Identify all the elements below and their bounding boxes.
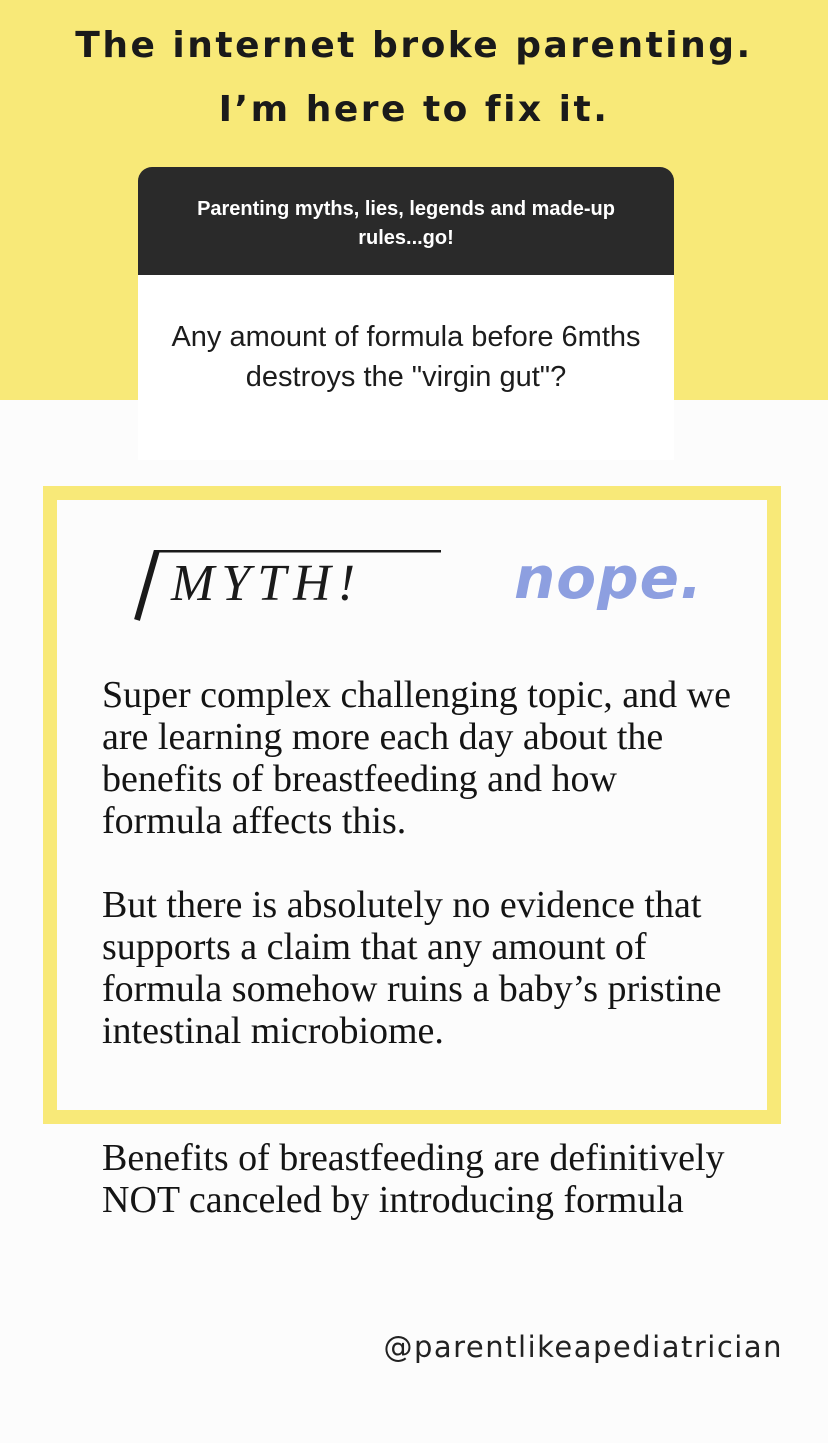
answer-paragraph-1: Super complex challenging topic, and we are learning more each day about the benefits of breastfeeding and how formula affects this. bbox=[102, 674, 731, 842]
question-prompt: Parenting myths, lies, legends and made-up rules...go! bbox=[138, 167, 674, 275]
myth-verdict bbox=[123, 550, 453, 625]
question-text: Any amount of formula before 6mths destroys the "virgin gut"? bbox=[138, 275, 674, 460]
headline bbox=[0, 14, 828, 142]
author-handle: @parentlikeapediatrician bbox=[383, 1330, 783, 1364]
question-sticker bbox=[138, 167, 674, 460]
headline-line-2: I’m here to fix it. bbox=[218, 89, 610, 130]
myth-label-text: MYTH! bbox=[171, 555, 363, 612]
headline-line-1: The internet broke parenting. bbox=[75, 25, 753, 66]
answer-paragraph-3: Benefits of breastfeeding are definitively NOT canceled by introducing formula bbox=[102, 1137, 725, 1221]
handwritten-nope: nope. bbox=[514, 544, 704, 612]
answer-paragraph-2: But there is absolutely no evidence that supports a claim that any amount of formula somehow ruins a baby’s pristine intestinal microbiome. bbox=[102, 884, 722, 1052]
